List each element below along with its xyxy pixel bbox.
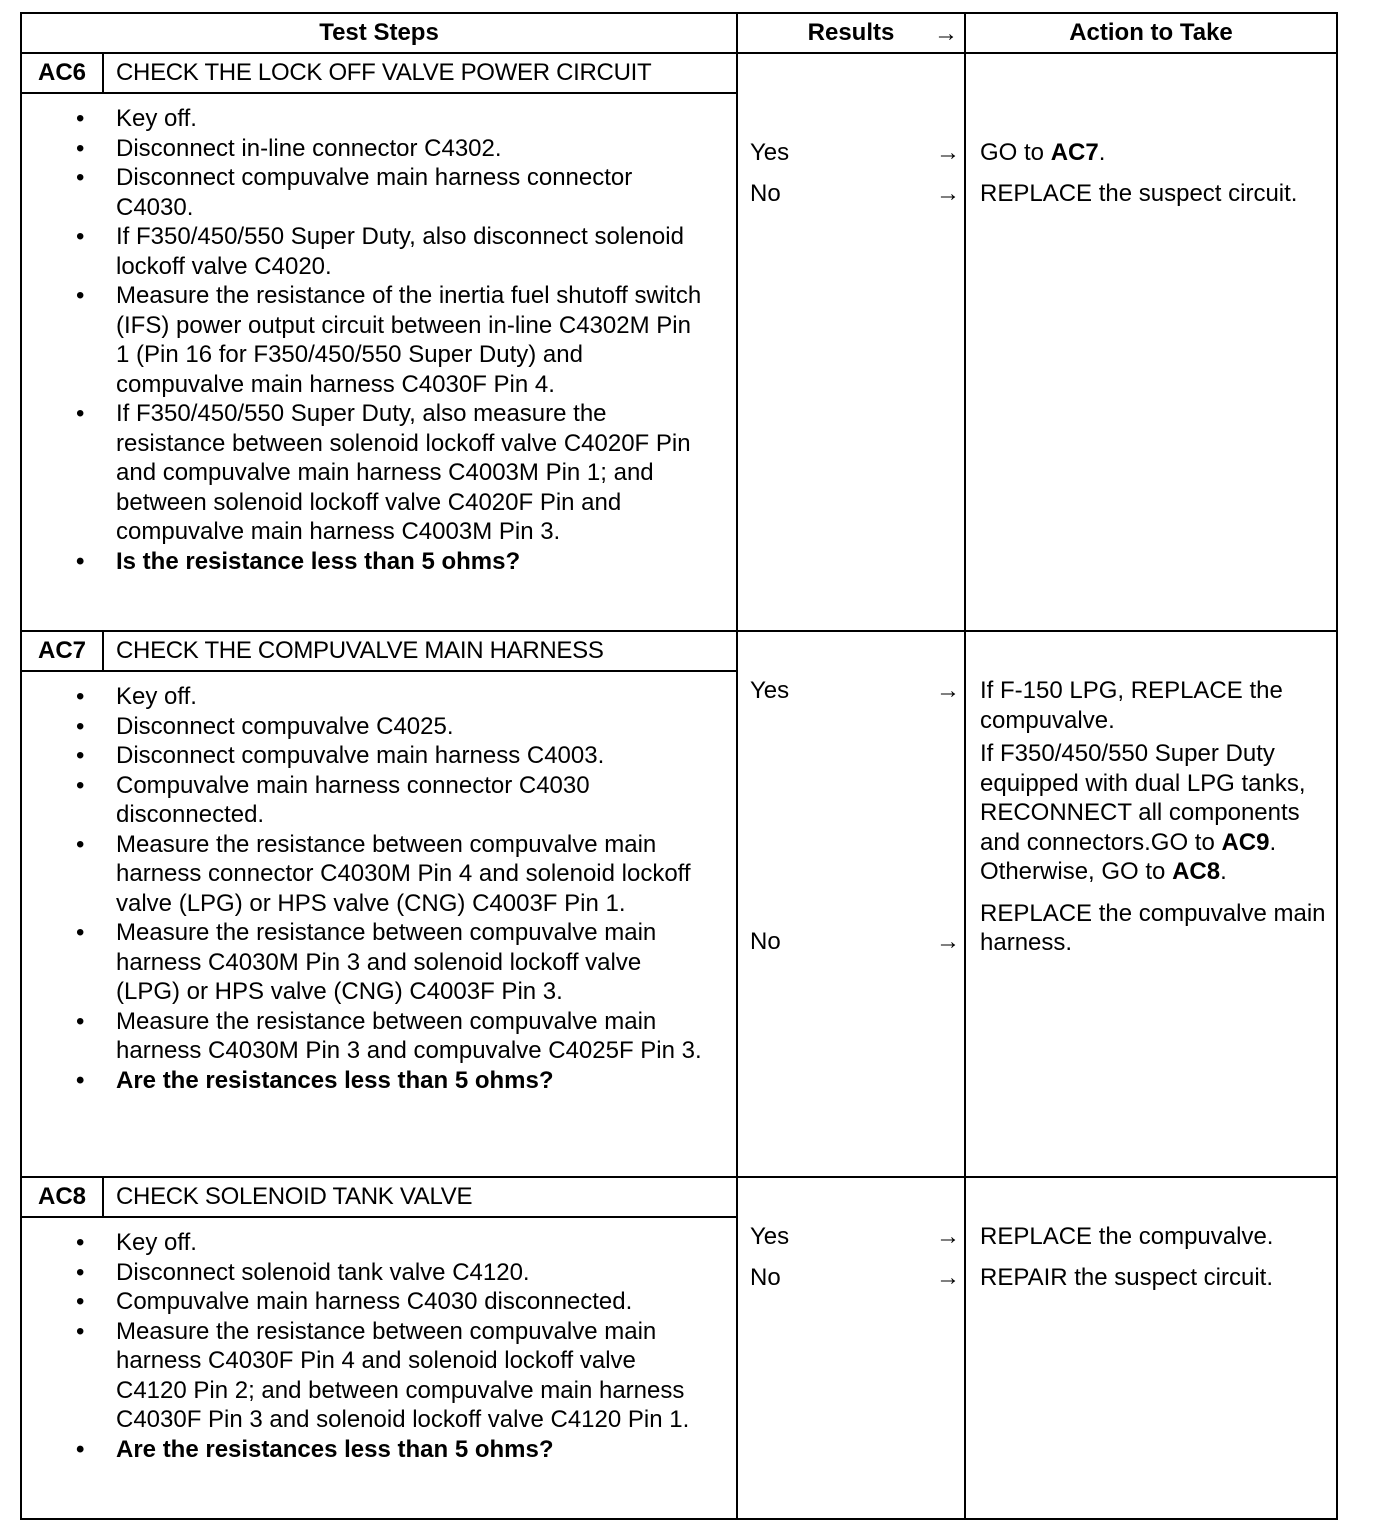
step-bullet-list bbox=[22, 672, 736, 1099]
action-text: If F350/450/550 Super Duty equipped with dual LPG tanks, RECONNECT all components and connectors.GO to bbox=[980, 740, 1306, 856]
action-no: REPAIR the suspect circuit. bbox=[980, 1263, 1273, 1291]
action-text-end: . bbox=[1098, 139, 1106, 166]
header-results bbox=[737, 13, 965, 53]
list-item: • Measure the resistance of the inertia fuel shutoff switch (IFS) power output circuit between in-line C4302M Pin 1 (Pin 16 for F350/450/550 Super Duty) and compuvalve main harness C4030F Pin 4. bbox=[116, 281, 706, 399]
action-no: REPLACE the suspect circuit. bbox=[980, 179, 1298, 207]
list-item: • Measure the resistance between compuvalve main harness connector C4030M Pin 4 and solenoid lockoff valve (LPG) or HPS valve (CNG) C4003F Pin 1. bbox=[116, 830, 706, 919]
step-header-ac8 bbox=[22, 1178, 736, 1218]
list-item: • If F350/450/550 Super Duty, also measure the resistance between solenoid lockoff valve C4020F Pin and compuvalve main harness C4003M Pin 1; and between solenoid lockoff valve C4020F Pin and compuvalve main harness C4003M Pin 3. bbox=[116, 399, 706, 547]
action-text: GO to bbox=[980, 139, 1051, 166]
right-arrow-icon: → bbox=[936, 677, 960, 704]
header-action: Action to Take bbox=[965, 13, 1337, 53]
step-title: CHECK THE COMPUVALVE MAIN HARNESS bbox=[116, 637, 604, 664]
step-reference: AC7 bbox=[1050, 139, 1099, 166]
action-yes-2 bbox=[980, 739, 1330, 857]
list-item: • Disconnect compuvalve C4025. bbox=[116, 712, 706, 742]
result-label: No bbox=[750, 179, 781, 207]
action-cell-ac8 bbox=[965, 1177, 1337, 1519]
step-id: AC7 bbox=[22, 632, 104, 670]
list-item: • Compuvalve main harness connector C4030 disconnected. bbox=[116, 771, 706, 830]
result-yes bbox=[738, 676, 964, 706]
table-header-row bbox=[21, 13, 1337, 53]
results-cell-ac6 bbox=[737, 53, 965, 631]
result-label: Yes bbox=[750, 139, 790, 166]
step-question: • Are the resistances less than 5 ohms? bbox=[116, 1066, 706, 1096]
action-text: Otherwise, GO to bbox=[980, 858, 1173, 885]
header-results-label: Results bbox=[807, 19, 895, 46]
step-title: CHECK SOLENOID TANK VALVE bbox=[116, 1183, 473, 1210]
result-label: No bbox=[750, 927, 781, 955]
action-yes: REPLACE the compuvalve. bbox=[980, 1223, 1274, 1250]
step-bullet-list bbox=[22, 94, 736, 580]
step-title: CHECK THE LOCK OFF VALVE POWER CIRCUIT bbox=[116, 59, 652, 86]
steps-cell-ac7 bbox=[21, 631, 737, 1177]
list-item: • Disconnect solenoid tank valve C4120. bbox=[116, 1258, 706, 1288]
steps-cell-ac8 bbox=[21, 1177, 737, 1519]
step-header-ac7 bbox=[22, 632, 736, 672]
list-item: • Compuvalve main harness C4030 disconnected. bbox=[116, 1287, 706, 1317]
action-text-end: . bbox=[1220, 858, 1227, 885]
right-arrow-icon: → bbox=[936, 139, 960, 166]
table-row-ac7 bbox=[21, 631, 1337, 1177]
result-no bbox=[738, 927, 964, 957]
result-label: No bbox=[750, 1263, 781, 1291]
right-arrow-icon: → bbox=[936, 179, 960, 207]
right-arrow-icon: → bbox=[936, 1223, 960, 1250]
right-arrow-icon: → bbox=[936, 1263, 960, 1291]
list-item: • Measure the resistance between compuvalve main harness C4030M Pin 3 and compuvalve C4025F Pin 3. bbox=[116, 1007, 706, 1066]
step-reference: AC9 bbox=[1221, 828, 1270, 856]
step-bullet-list bbox=[22, 1218, 736, 1468]
diagnostic-table-page bbox=[20, 12, 1336, 1520]
action-cell-ac6 bbox=[965, 53, 1337, 631]
result-yes bbox=[738, 138, 964, 168]
step-id: AC6 bbox=[22, 54, 104, 92]
result-label: Yes bbox=[750, 1223, 790, 1250]
result-label: Yes bbox=[750, 677, 790, 704]
action-no: REPLACE the compuvalve main harness. bbox=[980, 899, 1326, 956]
action-cell-ac7 bbox=[965, 631, 1337, 1177]
step-question: • Is the resistance less than 5 ohms? bbox=[116, 547, 706, 577]
step-header-ac6 bbox=[22, 54, 736, 94]
list-item: • Disconnect in-line connector C4302. bbox=[116, 134, 706, 164]
steps-cell-ac6 bbox=[21, 53, 737, 631]
results-cell-ac8 bbox=[737, 1177, 965, 1519]
right-arrow-icon: → bbox=[934, 20, 958, 47]
list-item: • Disconnect compuvalve main harness connector C4030. bbox=[116, 163, 706, 222]
list-item: • Key off. bbox=[116, 682, 706, 712]
right-arrow-icon: → bbox=[936, 927, 960, 955]
action-yes-1: If F-150 LPG, REPLACE the compuvalve. bbox=[980, 677, 1283, 734]
list-item: • Key off. bbox=[116, 1228, 706, 1258]
result-no bbox=[738, 1263, 964, 1293]
list-item: • If F350/450/550 Super Duty, also disconnect solenoid lockoff valve C4020. bbox=[116, 222, 706, 281]
step-reference: AC8 bbox=[1172, 858, 1221, 885]
action-text-end: . bbox=[1269, 828, 1277, 856]
results-cell-ac7 bbox=[737, 631, 965, 1177]
table-row-ac8 bbox=[21, 1177, 1337, 1519]
diagnostic-table bbox=[20, 12, 1338, 1520]
action-yes-3 bbox=[980, 857, 1330, 887]
list-item: • Measure the resistance between compuvalve main harness C4030M Pin 3 and solenoid lockoff valve (LPG) or HPS valve (CNG) C4003F Pin 3. bbox=[116, 918, 706, 1007]
result-no bbox=[738, 179, 964, 209]
list-item: • Measure the resistance between compuvalve main harness C4030F Pin 4 and solenoid lockoff valve C4120 Pin 2; and between compuvalve main harness C4030F Pin 3 and solenoid lockoff valve C4120 Pin 1. bbox=[116, 1317, 706, 1435]
result-yes bbox=[738, 1222, 964, 1252]
step-id: AC8 bbox=[22, 1178, 104, 1216]
header-test-steps: Test Steps bbox=[21, 13, 737, 53]
list-item: • Disconnect compuvalve main harness C4003. bbox=[116, 741, 706, 771]
step-question: • Are the resistances less than 5 ohms? bbox=[116, 1435, 706, 1465]
table-row-ac6 bbox=[21, 53, 1337, 631]
list-item: • Key off. bbox=[116, 104, 706, 134]
action-yes bbox=[980, 138, 1330, 168]
